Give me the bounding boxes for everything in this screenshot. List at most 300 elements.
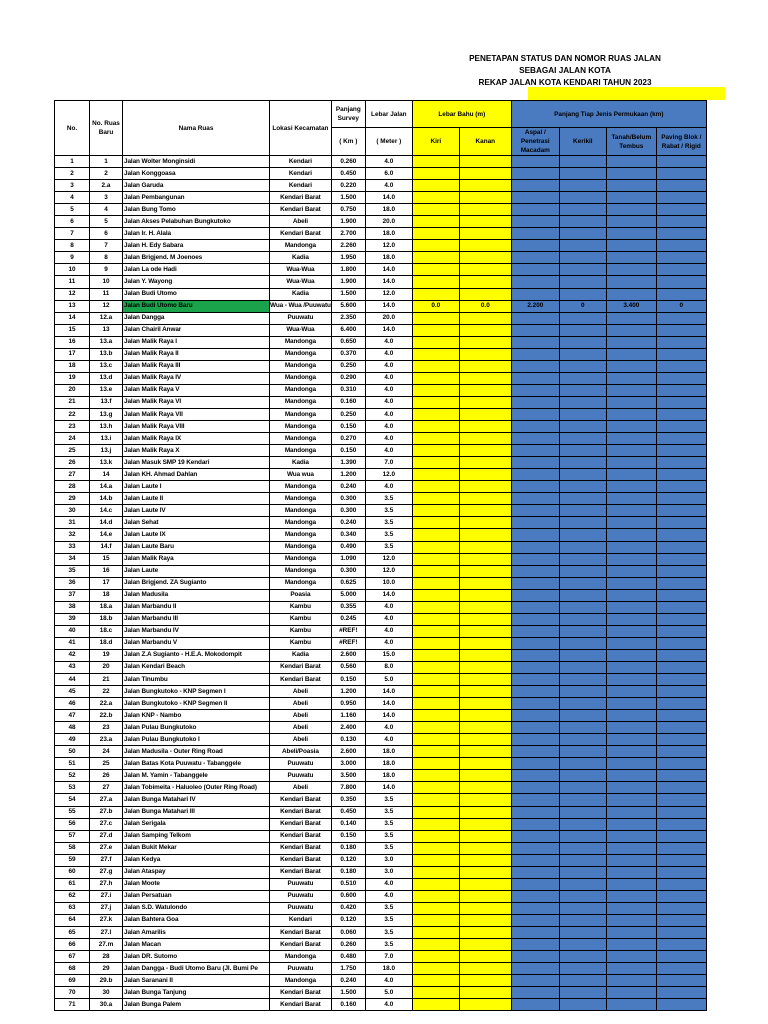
cell-lokasi: Kendari Barat [270,999,332,1011]
cell-no: 27 [55,469,90,481]
cell-kerikil [559,890,606,902]
cell-lokasi: Kambu [270,625,332,637]
cell-aspal [511,517,559,529]
table-body [55,156,707,1011]
cell-kiri [412,324,459,336]
cell-no-ruas: 13.e [90,384,123,396]
cell-aspal [511,734,559,746]
cell-kiri [412,818,459,830]
cell-tanah [606,649,656,661]
cell-panjang: 0.355 [331,601,365,613]
cell-paving [656,890,706,902]
table-row [55,770,707,782]
cell-paving [656,746,706,758]
cell-aspal [511,914,559,926]
cell-lebar: 3.0 [365,854,412,866]
cell-nama-ruas: Jalan Akses Pelabuhan Bungkutoko [123,216,270,228]
cell-lebar: 4.0 [365,722,412,734]
cell-kanan [459,481,511,493]
cell-kerikil [559,517,606,529]
cell-panjang: 0.130 [331,734,365,746]
cell-aspal [511,192,559,204]
cell-aspal [511,999,559,1011]
cell-tanah [606,408,656,420]
cell-kiri [412,758,459,770]
cell-nama-ruas: Jalan Tinumbu [123,674,270,686]
cell-no: 16 [55,336,90,348]
cell-tanah [606,782,656,794]
table-row [55,637,707,649]
cell-lebar: 14.0 [365,300,412,312]
cell-no-ruas: 11 [90,288,123,300]
cell-paving [656,529,706,541]
cell-no: 69 [55,975,90,987]
cell-lokasi: Kambu [270,637,332,649]
cell-panjang: 1.200 [331,469,365,481]
cell-lebar: 4.0 [365,999,412,1011]
cell-kerikil [559,698,606,710]
table-row [55,565,707,577]
cell-no: 9 [55,252,90,264]
cell-tanah: 3.400 [606,300,656,312]
cell-lokasi: Kendari Barat [270,192,332,204]
cell-tanah [606,661,656,673]
table-row [55,806,707,818]
cell-kanan [459,312,511,324]
cell-kanan [459,421,511,433]
cell-aspal [511,372,559,384]
cell-kanan [459,686,511,698]
cell-lokasi: Abeli [270,216,332,228]
cell-paving [656,421,706,433]
cell-no-ruas: 13.c [90,360,123,372]
cell-lokasi: Kendari Barat [270,939,332,951]
cell-kiri [412,698,459,710]
cell-panjang: 0.240 [331,481,365,493]
cell-lokasi: Mandonga [270,408,332,420]
cell-nama-ruas: Jalan Malik Raya IX [123,433,270,445]
cell-lebar: 12.0 [365,240,412,252]
cell-no-ruas: 18.d [90,637,123,649]
cell-no-ruas: 13.k [90,457,123,469]
cell-kanan [459,445,511,457]
cell-aspal [511,770,559,782]
cell-kerikil [559,637,606,649]
cell-tanah [606,866,656,878]
cell-kiri [412,216,459,228]
cell-nama-ruas: Jalan Brigjend. M Joenoes [123,252,270,264]
cell-kanan [459,914,511,926]
cell-tanah [606,396,656,408]
cell-no: 63 [55,902,90,914]
cell-aspal [511,276,559,288]
table-row [55,180,707,192]
cell-no: 26 [55,457,90,469]
table-row [55,866,707,878]
cell-nama-ruas: Jalan Sehat [123,517,270,529]
cell-kanan [459,156,511,168]
cell-lebar: 4.0 [365,734,412,746]
cell-lokasi: Kambu [270,613,332,625]
cell-panjang: 0.480 [331,951,365,963]
cell-kanan [459,457,511,469]
cell-lebar: 5.0 [365,674,412,686]
cell-no-ruas: 14.d [90,517,123,529]
cell-no-ruas: 16 [90,565,123,577]
cell-paving [656,698,706,710]
cell-paving [656,505,706,517]
cell-kanan [459,878,511,890]
table-row [55,601,707,613]
cell-no-ruas: 29 [90,963,123,975]
road-table [54,100,707,1011]
cell-kerikil [559,408,606,420]
cell-tanah [606,433,656,445]
cell-paving [656,951,706,963]
cell-panjang: 0.450 [331,168,365,180]
cell-tanah [606,589,656,601]
cell-kerikil [559,866,606,878]
cell-lebar: 3.5 [365,902,412,914]
cell-aspal [511,951,559,963]
cell-paving [656,240,706,252]
cell-no: 15 [55,324,90,336]
cell-no: 37 [55,589,90,601]
cell-kanan [459,975,511,987]
cell-kanan [459,770,511,782]
cell-tanah [606,192,656,204]
cell-paving [656,806,706,818]
cell-panjang: 0.250 [331,408,365,420]
cell-no-ruas: 30.a [90,999,123,1011]
cell-kiri [412,866,459,878]
cell-tanah [606,348,656,360]
cell-no: 8 [55,240,90,252]
cell-lebar: 14.0 [365,782,412,794]
cell-nama-ruas: Jalan Macan [123,939,270,951]
table-row [55,674,707,686]
cell-lebar: 3.5 [365,505,412,517]
table-row [55,216,707,228]
cell-no: 4 [55,192,90,204]
cell-lokasi: Kendari Barat [270,854,332,866]
cell-no: 29 [55,493,90,505]
cell-kiri [412,553,459,565]
cell-kerikil [559,312,606,324]
cell-lebar: 4.0 [365,975,412,987]
cell-no: 51 [55,758,90,770]
cell-panjang: 0.625 [331,577,365,589]
cell-paving [656,866,706,878]
cell-aspal [511,288,559,300]
table-row [55,505,707,517]
cell-no-ruas: 22 [90,686,123,698]
table-row [55,613,707,625]
cell-lebar: 3.0 [365,866,412,878]
cell-tanah [606,204,656,216]
cell-kanan [459,577,511,589]
cell-panjang: 0.290 [331,372,365,384]
cell-lokasi: Mandonga [270,517,332,529]
cell-lokasi: Puuwatu [270,963,332,975]
cell-paving [656,408,706,420]
cell-paving [656,541,706,553]
cell-tanah [606,312,656,324]
cell-lebar: 3.5 [365,493,412,505]
cell-no-ruas: 13.g [90,408,123,420]
table-row [55,433,707,445]
cell-nama-ruas: Jalan Chairil Anwar [123,324,270,336]
cell-no-ruas: 18.a [90,601,123,613]
cell-lokasi: Abeli [270,710,332,722]
table-row [55,782,707,794]
cell-lebar: 4.0 [365,613,412,625]
cell-nama-ruas: Jalan Malik Raya II [123,348,270,360]
cell-nama-ruas: Jalan Marbandu V [123,637,270,649]
cell-kerikil [559,348,606,360]
cell-kiri [412,686,459,698]
cell-no-ruas: 13.a [90,336,123,348]
cell-paving [656,493,706,505]
cell-panjang: 0.150 [331,445,365,457]
cell-kerikil [559,204,606,216]
cell-paving [656,963,706,975]
cell-kanan [459,746,511,758]
cell-lebar: 14.0 [365,264,412,276]
cell-no-ruas: 30 [90,987,123,999]
cell-lokasi: Puuwatu [270,890,332,902]
cell-lokasi: Abeli/Poasia [270,746,332,758]
table-row [55,336,707,348]
cell-tanah [606,902,656,914]
cell-kanan [459,553,511,565]
cell-kanan [459,541,511,553]
cell-no: 53 [55,782,90,794]
cell-lebar: 12.0 [365,288,412,300]
cell-tanah [606,324,656,336]
cell-kiri [412,854,459,866]
cell-lokasi: Puuwatu [270,770,332,782]
cell-no: 68 [55,963,90,975]
table-row [55,384,707,396]
cell-panjang: 0.350 [331,794,365,806]
cell-lebar: 4.0 [365,156,412,168]
cell-nama-ruas: Jalan Brigjend. ZA Sugianto [123,577,270,589]
cell-panjang: #REF! [331,625,365,637]
cell-lebar: 20.0 [365,312,412,324]
cell-lokasi: Kendari Barat [270,987,332,999]
table-row [55,987,707,999]
table-row [55,252,707,264]
cell-tanah [606,228,656,240]
cell-kerikil [559,180,606,192]
cell-lebar: 14.0 [365,276,412,288]
cell-aspal [511,445,559,457]
cell-kanan [459,866,511,878]
cell-kanan [459,902,511,914]
cell-aspal [511,746,559,758]
table-row [55,794,707,806]
cell-kiri [412,722,459,734]
table-row [55,324,707,336]
cell-aspal [511,421,559,433]
cell-paving [656,192,706,204]
cell-kiri [412,806,459,818]
cell-kerikil [559,372,606,384]
cell-paving [656,782,706,794]
cell-kerikil [559,192,606,204]
title-line-1: PENETAPAN STATUS DAN NOMOR RUAS JALAN [469,54,661,63]
table-row [55,649,707,661]
cell-lokasi: Mandonga [270,481,332,493]
cell-paving [656,433,706,445]
cell-aspal [511,686,559,698]
cell-no: 21 [55,396,90,408]
cell-nama-ruas: Jalan Wolter Monginsidi [123,156,270,168]
cell-kiri [412,408,459,420]
cell-no-ruas: 15 [90,553,123,565]
cell-no: 71 [55,999,90,1011]
cell-kanan [459,168,511,180]
cell-panjang: 1.390 [331,457,365,469]
cell-nama-ruas: Jalan Pulau Bungkutoko I [123,734,270,746]
cell-lebar: 10.0 [365,577,412,589]
cell-no-ruas: 27.g [90,866,123,878]
cell-panjang: 3.000 [331,758,365,770]
cell-no: 33 [55,541,90,553]
table-row [55,854,707,866]
cell-lokasi: Wua-Wua [270,264,332,276]
cell-no-ruas: 27 [90,782,123,794]
cell-nama-ruas: Jalan Marbandu II [123,601,270,613]
cell-panjang: 0.120 [331,854,365,866]
cell-kanan [459,637,511,649]
cell-nama-ruas: Jalan Laute II [123,493,270,505]
cell-aspal [511,758,559,770]
cell-kiri [412,384,459,396]
cell-kerikil [559,276,606,288]
cell-nama-ruas: Jalan Garuda [123,180,270,192]
cell-kiri [412,396,459,408]
cell-kiri [412,999,459,1011]
cell-lebar: 3.5 [365,939,412,951]
cell-aspal [511,842,559,854]
cell-paving [656,999,706,1011]
cell-lokasi: Wua wua [270,469,332,481]
cell-kiri [412,734,459,746]
cell-nama-ruas: Jalan DR. Sutomo [123,951,270,963]
cell-lokasi: Kadia [270,252,332,264]
cell-aspal [511,601,559,613]
cell-lokasi: Mandonga [270,348,332,360]
cell-kiri [412,336,459,348]
table-row [55,421,707,433]
cell-kanan [459,529,511,541]
cell-no: 6 [55,216,90,228]
cell-kanan [459,240,511,252]
cell-kiri [412,794,459,806]
cell-no: 20 [55,384,90,396]
table-row [55,553,707,565]
cell-kanan [459,999,511,1011]
cell-paving [656,649,706,661]
cell-paving [656,517,706,529]
cell-kerikil [559,288,606,300]
cell-kanan [459,517,511,529]
cell-no-ruas: 4 [90,204,123,216]
cell-lokasi: Kendari [270,156,332,168]
cell-kerikil [559,384,606,396]
cell-lokasi: Kendari [270,180,332,192]
cell-nama-ruas: Jalan Laute IV [123,505,270,517]
header-kerikil: Kerikil [559,128,606,156]
cell-aspal [511,408,559,420]
cell-nama-ruas: Jalan Bunga Matahari III [123,806,270,818]
cell-lokasi: Kendari Barat [270,794,332,806]
table-row [55,722,707,734]
cell-tanah [606,939,656,951]
table-row [55,276,707,288]
cell-no: 47 [55,710,90,722]
table-row [55,156,707,168]
cell-kerikil [559,228,606,240]
cell-tanah [606,878,656,890]
table-row [55,914,707,926]
cell-nama-ruas: Jalan Malik Raya X [123,445,270,457]
cell-lebar: 14.0 [365,686,412,698]
cell-kerikil [559,396,606,408]
cell-lokasi: Kendari Barat [270,661,332,673]
cell-no-ruas: 14.e [90,529,123,541]
cell-no-ruas: 1 [90,156,123,168]
cell-paving [656,722,706,734]
table-row [55,517,707,529]
cell-lokasi: Kadia [270,457,332,469]
cell-kanan [459,710,511,722]
cell-paving [656,975,706,987]
cell-kanan [459,216,511,228]
cell-no: 49 [55,734,90,746]
cell-no-ruas: 20 [90,661,123,673]
cell-lebar: 14.0 [365,589,412,601]
cell-no-ruas: 17 [90,577,123,589]
cell-aspal [511,782,559,794]
cell-aspal [511,396,559,408]
cell-lokasi: Puuwatu [270,758,332,770]
cell-no-ruas: 7 [90,240,123,252]
cell-no: 12 [55,288,90,300]
cell-paving [656,830,706,842]
cell-kanan [459,252,511,264]
cell-paving [656,156,706,168]
cell-nama-ruas: Jalan Laute [123,565,270,577]
cell-lebar: 7.0 [365,457,412,469]
cell-aspal [511,927,559,939]
cell-nama-ruas: Jalan Malik Raya VIII [123,421,270,433]
cell-kanan [459,493,511,505]
cell-aspal [511,698,559,710]
cell-kanan [459,818,511,830]
table-row [55,493,707,505]
cell-panjang: 0.180 [331,842,365,854]
cell-tanah [606,963,656,975]
header-nama-ruas: Nama Ruas [123,101,270,156]
cell-panjang: 0.150 [331,674,365,686]
cell-lokasi: Kadia [270,649,332,661]
table-row [55,830,707,842]
cell-lebar: 3.5 [365,830,412,842]
table-row [55,168,707,180]
